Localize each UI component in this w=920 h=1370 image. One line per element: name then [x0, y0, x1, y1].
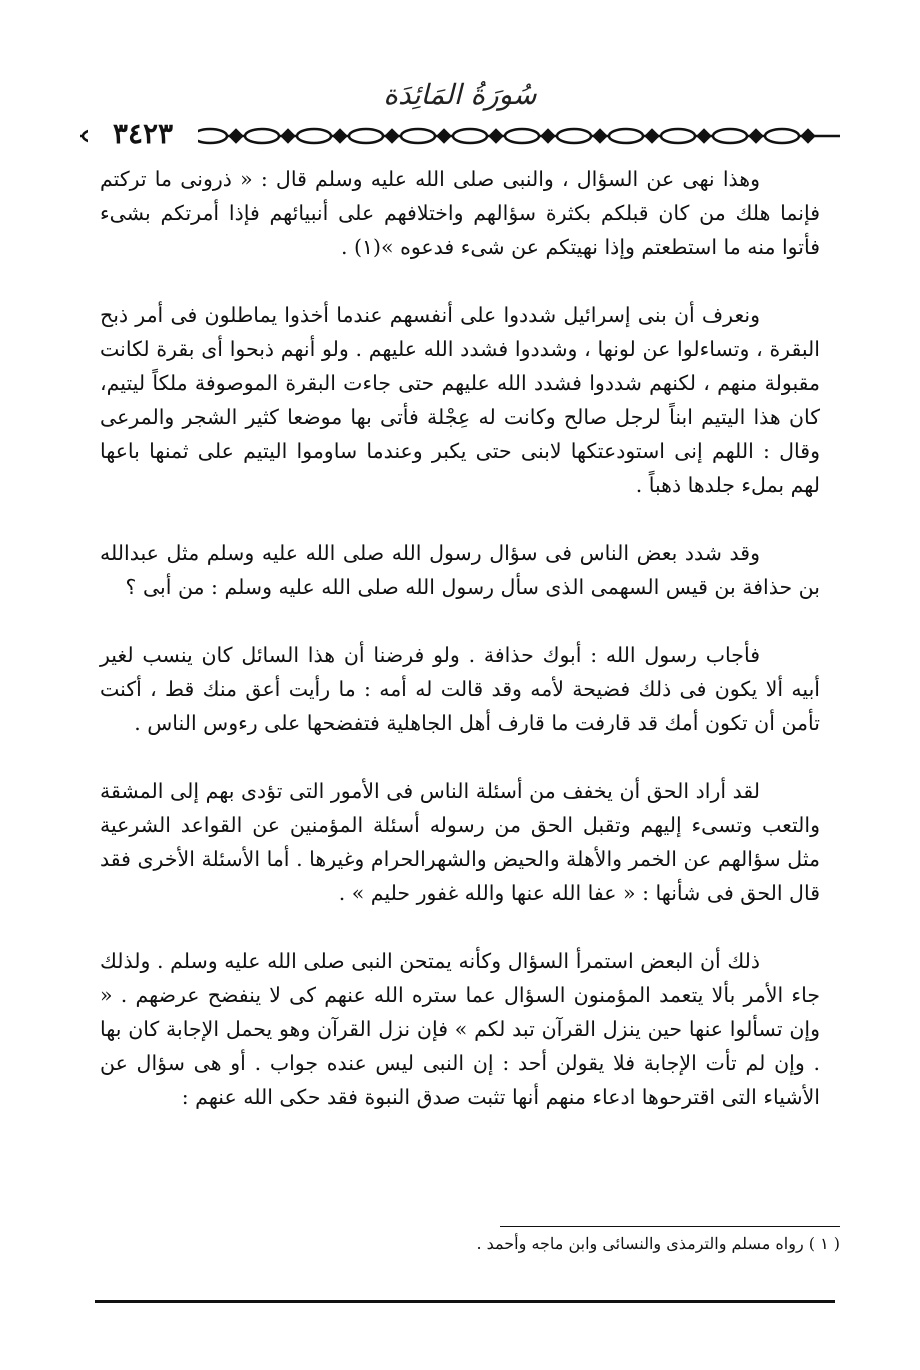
ornament-diamond	[594, 130, 606, 142]
body-text	[100, 162, 820, 1114]
ornament-diamond	[646, 130, 658, 142]
ornament-diamond	[698, 130, 710, 142]
ornament-oval	[661, 129, 695, 143]
ornament-oval	[557, 129, 591, 143]
ornament-oval	[713, 129, 747, 143]
ornament-oval	[401, 129, 435, 143]
paragraph: وقد شدد بعض الناس فى سؤال رسول الله صلى الله عليه وسلم مثل عبدالله بن حذافة بن قيس السهمى الذى سأل رسول الله صلى الله عليه وسلم : من أبى ؟	[100, 541, 820, 599]
ornament-diamond	[490, 130, 502, 142]
ornament-diamond	[230, 130, 242, 142]
ornament-diamond	[802, 130, 814, 142]
paragraph: وهذا نهى عن السؤال ، والنبى صلى الله عليه وسلم قال : « ذرونى ما تركتم فإنما هلك من كان قبلكم بكثرة سؤالهم واختلافهم على أنبيائهم فإذا أمرتكم بشىء فأتوا منه ما استطعتم وإذا نهيتكم عن شىء فدعوه »(١) .	[100, 167, 820, 259]
ornament-oval	[453, 129, 487, 143]
footnote: ( ١ ) رواه مسلم والترمذى والنسائى وابن ماجه وأحمد .	[476, 1234, 840, 1253]
ornament-diamond	[334, 130, 346, 142]
ornament-oval	[193, 129, 227, 143]
page-number: ٣٤٢٣	[88, 112, 198, 156]
ornament-oval	[765, 129, 799, 143]
ornament-oval	[297, 129, 331, 143]
paragraph: لقد أراد الحق أن يخفف من أسئلة الناس فى الأمور التى تؤدى بهم إلى المشقة والتعب وتسىء إليهم وتقبل الحق من رسوله أسئلة المؤمنين عن القواعد الشرعية مثل سؤالهم عن الخمر والأهلة والحيض والشهرالحرام وغيرها . أما الأسئلة الأخرى فقد قال الحق فى شأنها : « عفا الله عنها والله غفور حليم » .	[100, 779, 820, 905]
paragraph: فأجاب رسول الله : أبوك حذافة . ولو فرضنا أن هذا السائل كان ينسب لغير أبيه ألا يكون فى ذلك فضيحة لأمه وقد قالت له أمه : ما رأيت أعق منك قط ، أكنت تأمن أن تكون أمك قد قارفت ما قارف أهل الجاهلية فتفضحها على رءوس الناس .	[100, 643, 820, 735]
ornament-oval	[349, 129, 383, 143]
footnote-separator	[500, 1226, 840, 1227]
paragraph: ونعرف أن بنى إسرائيل شددوا على أنفسهم عندما أخذوا يماطلون فى أمر ذبح البقرة ، وتساءلوا عن لونها ، وشددوا فشدد الله عليهم . ولو أنهم ذبحوا أى بقرة لكانت مقبولة منهم ، لكنهم شددوا فشدد الله عليهم حتى جاءت البقرة الموصوفة ملكاً ليتيم، كان هذا اليتيم ابناً لرجل صالح وكانت له عِجْلة فأتى بها موضعا كثير الشجر والمرعى وقال : اللهم إنى استودعتكها لابنى حتى يكبر وعندما ساوموا اليتيم على ثمنها باعها لهم بملء جلدها ذهباً .	[100, 303, 820, 497]
ornament-oval	[245, 129, 279, 143]
surah-title: سُورَةُ المَائِدَة	[383, 78, 537, 111]
bottom-rule	[95, 1300, 835, 1303]
ornament-diamond	[386, 130, 398, 142]
ornament-diamond	[282, 130, 294, 142]
ornament-oval	[609, 129, 643, 143]
ornament-oval	[505, 129, 539, 143]
paragraph: ذلك أن البعض استمرأ السؤال وكأنه يمتحن النبى صلى الله عليه وسلم . ولذلك جاء الأمر بألا يتعمد المؤمنون السؤال عما ستره الله عنهم كى لا ينفضح عرضهم . « وإن تسألوا عنها حين ينزل القرآن تبد لكم » فإن نزل القرآن وهو يحمل الإجابة كان بها . وإن لم تأت الإجابة فلا يقولن أحد : إن النبى ليس عنده جواب . أو هى سؤال عن الأشياء التى اقترحوها ادعاء منهم أنها تثبت صدق النبوة فقد حكى الله عنهم :	[100, 949, 820, 1109]
ornament-diamond	[542, 130, 554, 142]
ornament-diamond	[750, 130, 762, 142]
ornament-diamond	[438, 130, 450, 142]
